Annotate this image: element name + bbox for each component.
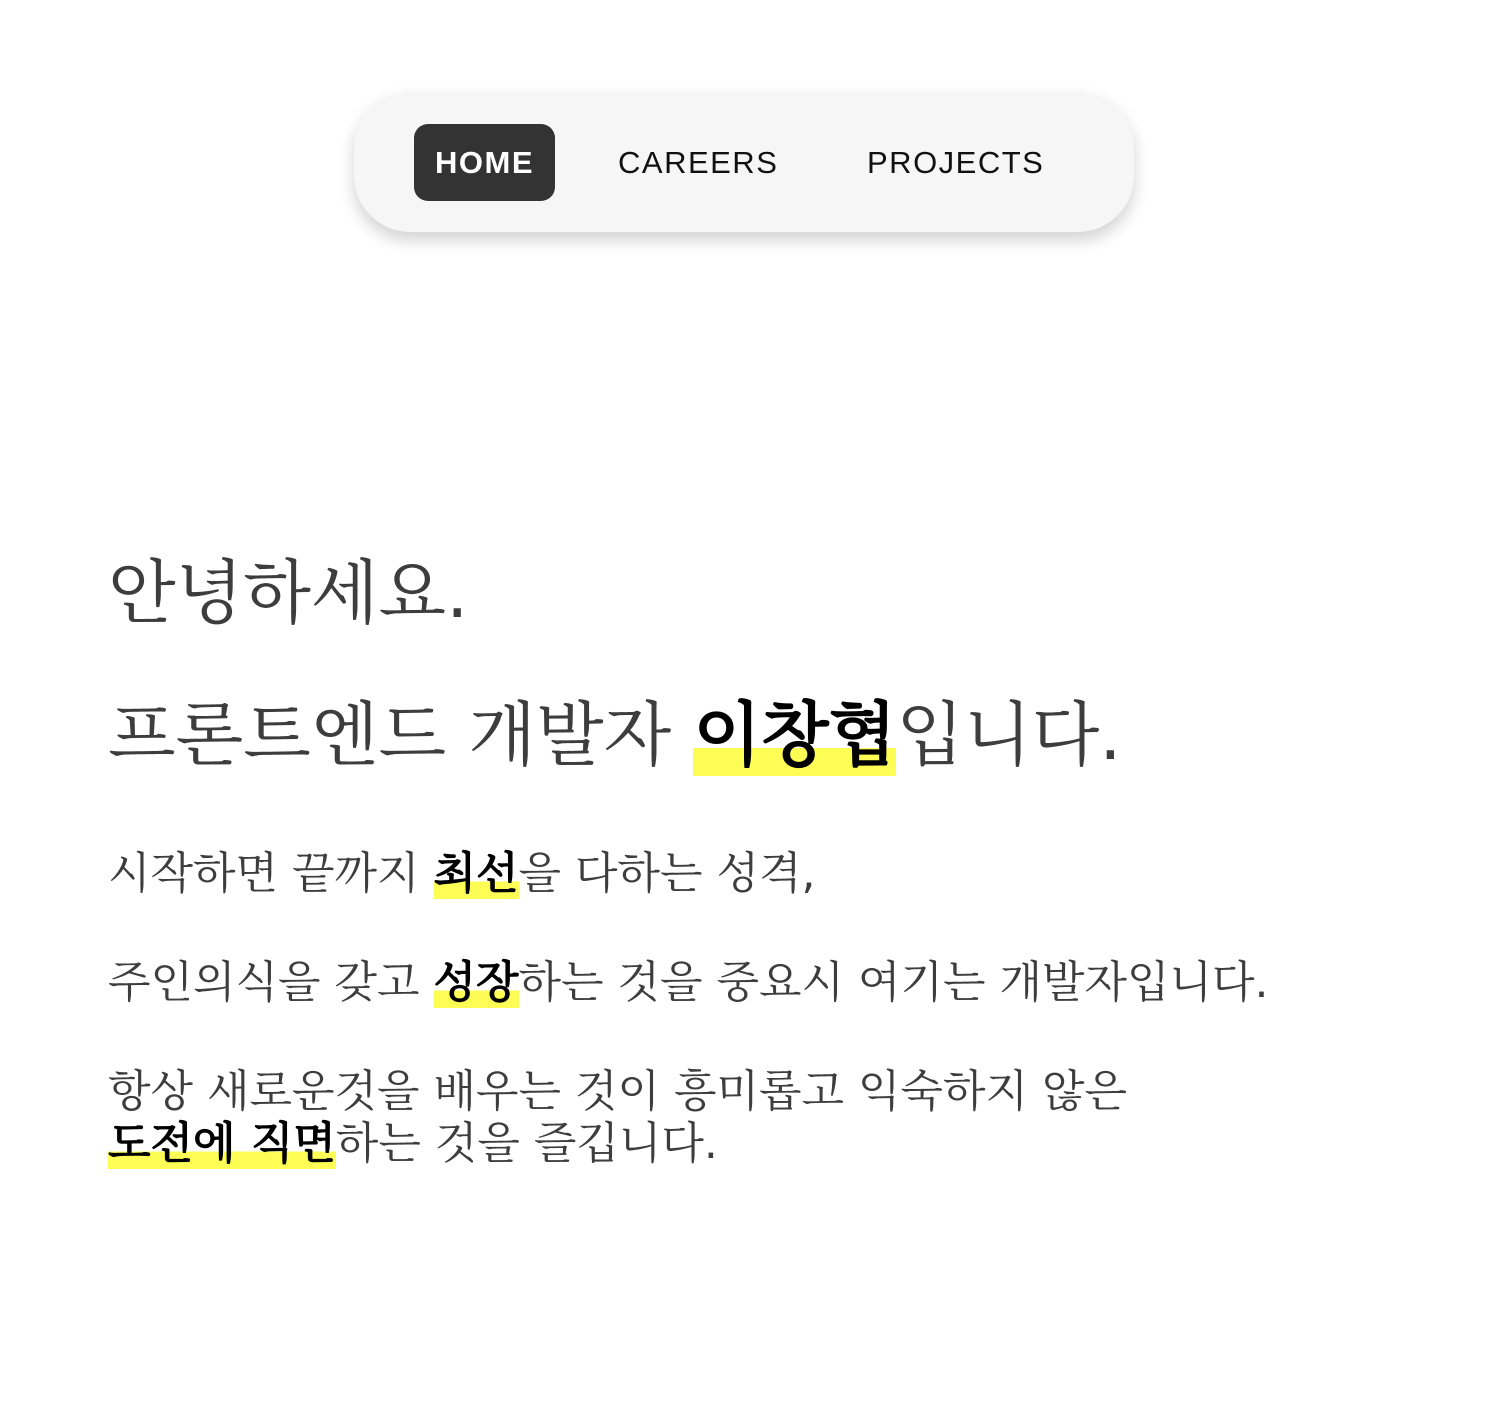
- line-1-highlight: 최선: [433, 848, 519, 899]
- line-4-suffix: 하는 것을 즐깁니다.: [335, 1118, 718, 1169]
- developer-name-highlight: 이창협: [693, 694, 897, 776]
- intro-heading: [108, 690, 1121, 780]
- line-2-suffix: 하는 것을 중요시 여기는 개발자입니다.: [518, 957, 1269, 1008]
- line-2-highlight: 성장: [433, 957, 519, 1008]
- nav-projects-button[interactable]: PROJECTS: [867, 145, 1045, 180]
- line-2-prefix: 주인의식을 갖고: [108, 957, 434, 1008]
- intro-prefix: 프론트엔드 개발자: [108, 694, 694, 776]
- description-line-3: 항상 새로운것을 배우는 것이 흥미롭고 익숙하지 않은: [108, 1066, 1128, 1117]
- intro-suffix: 입니다.: [896, 694, 1122, 776]
- line-4-highlight: 도전에 직면: [108, 1118, 336, 1169]
- nav-careers-button[interactable]: CAREERS: [618, 145, 779, 180]
- description-line-4: [108, 1116, 718, 1172]
- line-1-suffix: 을 다하는 성격,: [518, 848, 816, 899]
- line-1-prefix: 시작하면 끝까지: [108, 848, 434, 899]
- description-line-2: [108, 955, 1269, 1011]
- description-line-1: [108, 846, 816, 902]
- top-nav: [354, 92, 1134, 232]
- nav-home-button[interactable]: HOME: [414, 124, 555, 201]
- greeting-heading: 안녕하세요.: [108, 552, 469, 634]
